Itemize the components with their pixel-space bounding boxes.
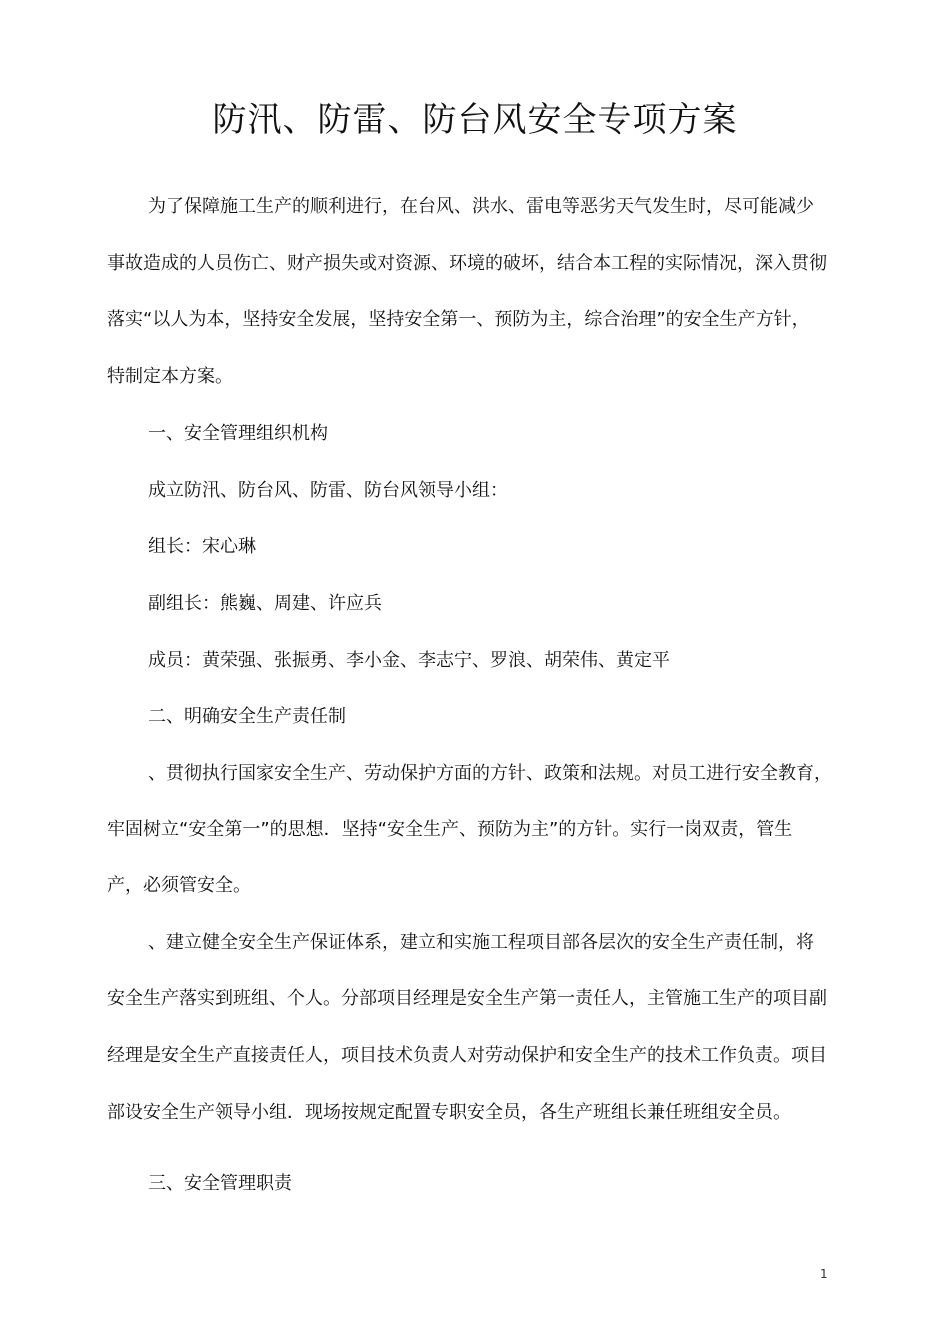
paragraph-line: 组长：宋心琳: [148, 536, 256, 557]
paragraph-line: 事故造成的人员伤亡、财产损失或对资源、环境的破坏，结合本工程的实际情况，深入贯彻: [107, 253, 827, 274]
section-heading: 三、安全管理职责: [148, 1173, 292, 1194]
paragraph-line: 部设安全生产领导小组．现场按规定配置专职安全员，各生产班组长兼任班组安全员。: [107, 1102, 791, 1123]
paragraph-line: 落实“以人为本，坚持安全发展，坚持安全第一、预防为主，综合治理”的安全生产方针，: [107, 309, 810, 330]
paragraph-line: 、贯彻执行国家安全生产、劳动保护方面的方针、政策和法规。对员工进行安全教育，: [148, 763, 832, 784]
paragraph-line: 成立防汛、防台风、防雷、防台风领导小组：: [148, 480, 508, 501]
paragraph-line: 产，必须管安全。: [107, 875, 251, 896]
paragraph-line: 、建立健全安全生产保证体系，建立和实施工程项目部各层次的安全生产责任制，将: [148, 932, 814, 953]
page-number: 1: [820, 1267, 828, 1281]
paragraph-line: 牢固树立“安全第一”的思想．坚持“安全生产、预防为主”的方针。实行一岗双责，管生: [107, 819, 793, 840]
document-title: 防汛、防雷、防台风安全专项方案: [212, 100, 738, 140]
paragraph-line: 经理是安全生产直接责任人，项目技术负责人对劳动保护和安全生产的技术工作负责。项目: [107, 1045, 827, 1066]
paragraph-line: 成员：黄荣强、张振勇、李小金、李志宁、罗浪、胡荣伟、黄定平: [148, 650, 670, 671]
paragraph-line: 安全生产落实到班组、个人。分部项目经理是安全生产第一责任人，主管施工生产的项目副: [107, 988, 827, 1009]
section-heading: 二、明确安全生产责任制: [148, 706, 346, 727]
section-heading: 一、安全管理组织机构: [148, 423, 328, 444]
paragraph-line: 为了保障施工生产的顺利进行，在台风、洪水、雷电等恶劣天气发生时，尽可能减少: [148, 196, 814, 217]
paragraph-line: 副组长：熊巍、周建、许应兵: [148, 593, 382, 614]
paragraph-line: 特制定本方案。: [107, 366, 233, 387]
